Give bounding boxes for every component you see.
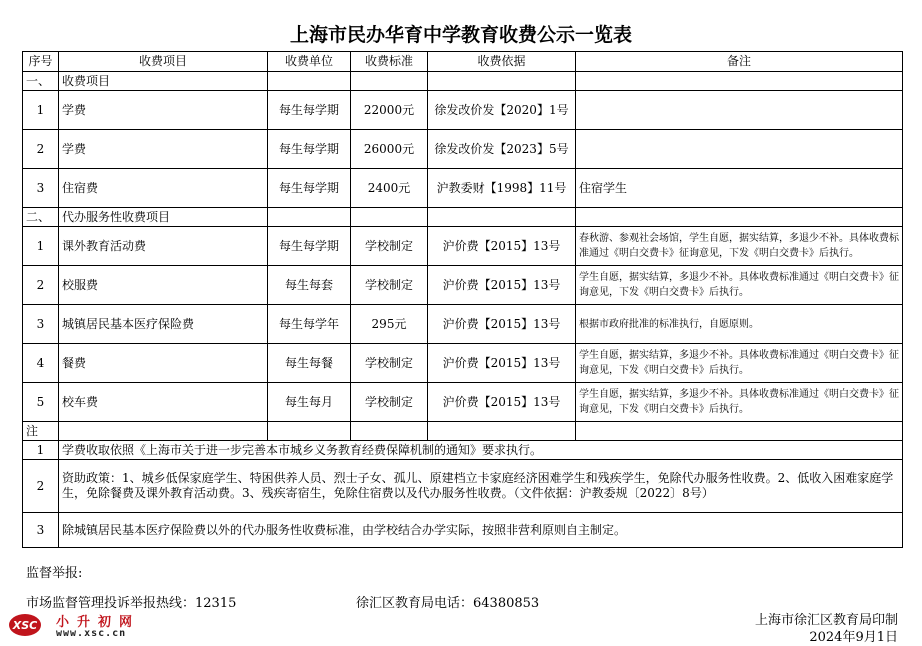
row-unit: 每生每套: [268, 266, 351, 305]
note-num: 1: [23, 441, 59, 460]
row-basis: 沪价费【2015】13号: [428, 227, 576, 266]
logo-text: XSC: [12, 619, 38, 632]
row-standard: 学校制定: [351, 383, 428, 422]
row-item: 校服费: [59, 266, 268, 305]
section-label: 代办服务性收费项目: [59, 208, 268, 227]
note-row: [23, 513, 903, 548]
table-row: [23, 383, 903, 422]
row-num: 2: [23, 266, 59, 305]
header-basis: 收费依据: [428, 52, 576, 72]
row-item: 餐费: [59, 344, 268, 383]
fee-table: [22, 51, 903, 548]
row-note: [576, 91, 903, 130]
row-note: [576, 130, 903, 169]
row-standard: 295元: [351, 305, 428, 344]
row-unit: 每生每月: [268, 383, 351, 422]
row-standard: 学校制定: [351, 344, 428, 383]
note-text: 除城镇居民基本医疗保险费以外的代办服务性收费标准，由学校结合办学实际，按照非营利原则自主制定。: [59, 513, 903, 548]
row-item: 学费: [59, 91, 268, 130]
site-url: www.xsc.cn: [56, 628, 127, 639]
section-num: 一、: [23, 72, 59, 91]
table-row: [23, 91, 903, 130]
hotline-text: 市场监督管理投诉举报热线：12315: [26, 596, 237, 611]
notes-label: 注: [23, 422, 59, 441]
bureau-phone-text: 徐汇区教育局电话：64380853: [356, 596, 540, 611]
note-row: [23, 441, 903, 460]
printer-text: 上海市徐汇区教育局印制: [754, 613, 898, 628]
site-name: 小升初网: [56, 615, 141, 630]
row-basis: 沪教委财【1998】11号: [428, 169, 576, 208]
row-basis: 沪价费【2015】13号: [428, 266, 576, 305]
row-standard: 2400元: [351, 169, 428, 208]
notes-header-row: [23, 422, 903, 441]
row-item: 课外教育活动费: [59, 227, 268, 266]
header-unit: 收费单位: [268, 52, 351, 72]
header-num: 序号: [23, 52, 59, 72]
note-text: 学费收取依照《上海市关于进一步完善本市城乡义务教育经费保障机制的通知》要求执行。: [59, 441, 903, 460]
row-standard: 26000元: [351, 130, 428, 169]
row-note: 学生自愿，据实结算，多退少不补。具体收费标准通过《明白交费卡》征询意见，下发《明白交费卡》后执行。: [576, 383, 903, 422]
row-note: 住宿学生: [576, 169, 903, 208]
row-num: 3: [23, 169, 59, 208]
row-basis: 沪价费【2015】13号: [428, 305, 576, 344]
header-item: 收费项目: [59, 52, 268, 72]
row-standard: 学校制定: [351, 266, 428, 305]
date-text: 2024年9月1日: [809, 630, 898, 645]
header-note: 备注: [576, 52, 903, 72]
row-num: 5: [23, 383, 59, 422]
row-unit: 每生每学期: [268, 169, 351, 208]
note-num: 3: [23, 513, 59, 548]
note-text: 资助政策：1、城乡低保家庭学生、特困供养人员、烈士子女、孤儿、原建档立卡家庭经济困难学生和残疾学生，免除代办服务性收费。2、低收入困难家庭学生，免除餐费及课外教育活动费。3、残疾寄宿生，免除住宿费以及代办服务性收费。（文件依据：沪教委规〔2022〕8号）: [59, 460, 903, 513]
row-unit: 每生每餐: [268, 344, 351, 383]
row-num: 4: [23, 344, 59, 383]
row-basis: 徐发改价发【2020】1号: [428, 91, 576, 130]
row-note: 根据市政府批准的标准执行，自愿原则。: [576, 305, 903, 344]
row-basis: 徐发改价发【2023】5号: [428, 130, 576, 169]
row-item: 学费: [59, 130, 268, 169]
section-row-service-fees: [23, 208, 903, 227]
row-unit: 每生每学期: [268, 91, 351, 130]
section-label: 收费项目: [59, 72, 268, 91]
row-item: 校车费: [59, 383, 268, 422]
row-item: 住宿费: [59, 169, 268, 208]
row-unit: 每生每学期: [268, 130, 351, 169]
table-row: [23, 305, 903, 344]
section-num: 二、: [23, 208, 59, 227]
row-unit: 每生每学年: [268, 305, 351, 344]
table-row: [23, 130, 903, 169]
row-basis: 沪价费【2015】13号: [428, 344, 576, 383]
row-note: 学生自愿，据实结算，多退少不补。具体收费标准通过《明白交费卡》征询意见，下发《明白交费卡》后执行。: [576, 266, 903, 305]
row-num: 1: [23, 91, 59, 130]
table-row: [23, 169, 903, 208]
note-row: [23, 460, 903, 513]
note-num: 2: [23, 460, 59, 513]
header-standard: 收费标准: [351, 52, 428, 72]
row-num: 3: [23, 305, 59, 344]
table-header-row: [23, 52, 903, 72]
page-title: 上海市民办华育中学教育收费公示一览表: [289, 24, 632, 46]
row-standard: 22000元: [351, 91, 428, 130]
row-num: 1: [23, 227, 59, 266]
xsc-logo-icon: [8, 612, 42, 638]
section-row-fees: [23, 72, 903, 91]
supervision-label: 监督举报:: [26, 566, 83, 581]
row-note: 春秋游、参观社会场馆，学生自愿，据实结算，多退少不补。具体收费标准通过《明白交费卡》征询意见，下发《明白交费卡》后执行。: [576, 227, 903, 266]
row-num: 2: [23, 130, 59, 169]
table-row: [23, 266, 903, 305]
row-standard: 学校制定: [351, 227, 428, 266]
row-item: 城镇居民基本医疗保险费: [59, 305, 268, 344]
table-row: [23, 227, 903, 266]
row-unit: 每生每学期: [268, 227, 351, 266]
table-row: [23, 344, 903, 383]
row-basis: 沪价费【2015】13号: [428, 383, 576, 422]
row-note: 学生自愿，据实结算，多退少不补。具体收费标准通过《明白交费卡》征询意见，下发《明白交费卡》后执行。: [576, 344, 903, 383]
